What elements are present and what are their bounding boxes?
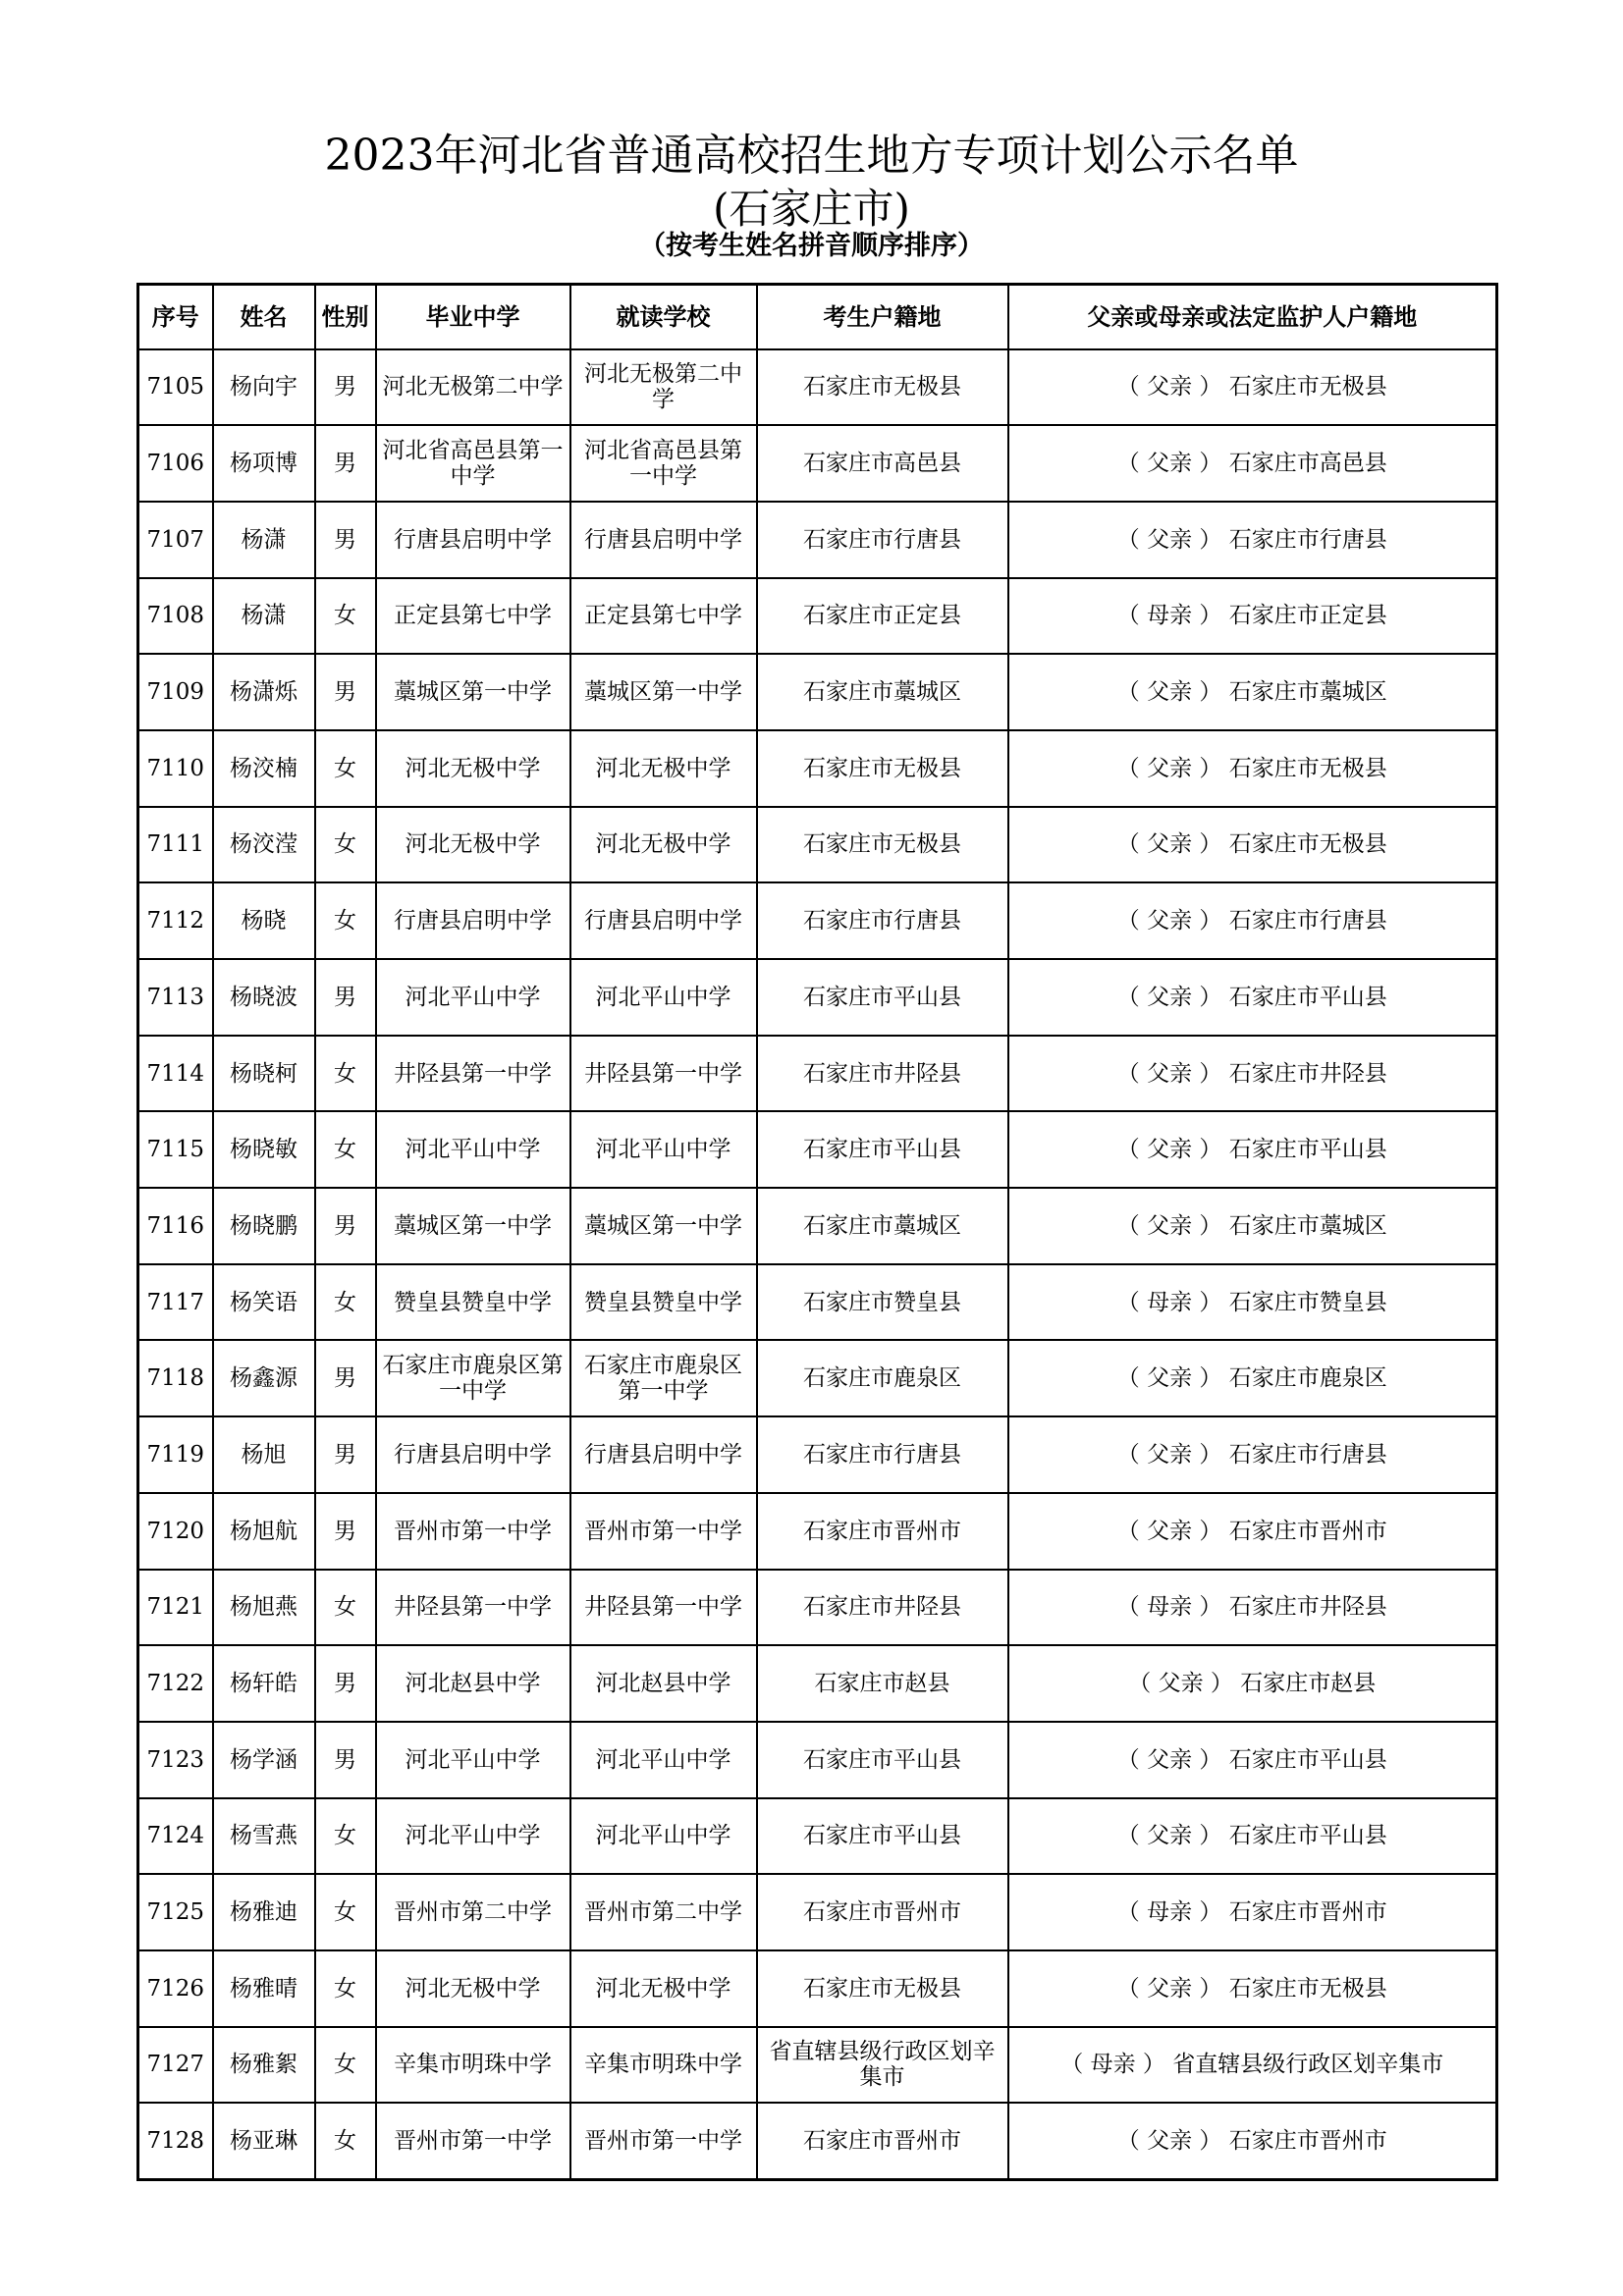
cell-current-school: 井陉县第一中学 (570, 1570, 757, 1646)
cell-household: 省直辖县级行政区划辛集市 (757, 2027, 1008, 2104)
table-row (138, 1188, 1497, 1264)
table-row (138, 1645, 1497, 1722)
cell-index: 7106 (138, 425, 213, 502)
cell-current-school: 行唐县启明中学 (570, 882, 757, 959)
cell-index: 7128 (138, 2103, 213, 2179)
cell-current-school: 河北平山中学 (570, 1798, 757, 1875)
cell-index: 7121 (138, 1570, 213, 1646)
cell-current-school: 晋州市第一中学 (570, 1493, 757, 1570)
cell-gender: 男 (315, 1722, 376, 1798)
cell-name: 杨晓敏 (213, 1111, 315, 1188)
table-row (138, 654, 1497, 730)
cell-current-school: 辛集市明珠中学 (570, 2027, 757, 2104)
cell-household: 石家庄市井陉县 (757, 1036, 1008, 1112)
cell-graduate-school: 河北平山中学 (376, 1111, 570, 1188)
cell-graduate-school: 行唐县启明中学 (376, 1416, 570, 1493)
cell-household: 石家庄市晋州市 (757, 1874, 1008, 1950)
table-row (138, 1798, 1497, 1875)
cell-name: 杨雅晴 (213, 1950, 315, 2027)
cell-name: 杨潇 (213, 578, 315, 655)
cell-household: 石家庄市正定县 (757, 578, 1008, 655)
cell-gender: 男 (315, 959, 376, 1036)
cell-guardian-household: （ 母亲 ） 石家庄市正定县 (1008, 578, 1497, 655)
cell-index: 7124 (138, 1798, 213, 1875)
cell-current-school: 河北赵县中学 (570, 1645, 757, 1722)
cell-name: 杨雅迪 (213, 1874, 315, 1950)
cell-household: 石家庄市行唐县 (757, 502, 1008, 578)
cell-household: 石家庄市晋州市 (757, 1493, 1008, 1570)
cell-guardian-household: （ 母亲 ） 石家庄市晋州市 (1008, 1874, 1497, 1950)
cell-household: 石家庄市鹿泉区 (757, 1340, 1008, 1416)
cell-current-school: 河北平山中学 (570, 1111, 757, 1188)
cell-graduate-school: 赞皇县赞皇中学 (376, 1264, 570, 1341)
cell-current-school: 河北无极中学 (570, 730, 757, 807)
col-header-household: 考生户籍地 (757, 285, 1008, 349)
col-header-guardian-household: 父亲或母亲或法定监护人户籍地 (1008, 285, 1497, 349)
table-row (138, 1874, 1497, 1950)
cell-graduate-school: 河北无极第二中学 (376, 349, 570, 426)
cell-graduate-school: 晋州市第一中学 (376, 2103, 570, 2179)
cell-current-school: 晋州市第二中学 (570, 1874, 757, 1950)
table-row (138, 1264, 1497, 1341)
cell-name: 杨向宇 (213, 349, 315, 426)
cell-guardian-household: （ 父亲 ） 石家庄市平山县 (1008, 1798, 1497, 1875)
cell-current-school: 正定县第七中学 (570, 578, 757, 655)
cell-graduate-school: 井陉县第一中学 (376, 1570, 570, 1646)
cell-current-school: 河北省高邑县第一中学 (570, 425, 757, 502)
cell-name: 杨雅絮 (213, 2027, 315, 2104)
cell-gender: 女 (315, 2027, 376, 2104)
cell-index: 7113 (138, 959, 213, 1036)
table-row (138, 1416, 1497, 1493)
cell-gender: 女 (315, 1036, 376, 1112)
col-header-gender: 性别 (315, 285, 376, 349)
table-row (138, 2027, 1497, 2104)
cell-graduate-school: 晋州市第二中学 (376, 1874, 570, 1950)
roster-table (136, 283, 1498, 2181)
cell-current-school: 晋州市第一中学 (570, 2103, 757, 2179)
cell-current-school: 行唐县启明中学 (570, 1416, 757, 1493)
cell-index: 7123 (138, 1722, 213, 1798)
table-row (138, 1111, 1497, 1188)
cell-current-school: 赞皇县赞皇中学 (570, 1264, 757, 1341)
cell-graduate-school: 正定县第七中学 (376, 578, 570, 655)
cell-index: 7117 (138, 1264, 213, 1341)
table-row (138, 882, 1497, 959)
col-header-current-school: 就读学校 (570, 285, 757, 349)
cell-current-school: 河北无极中学 (570, 807, 757, 883)
cell-guardian-household: （ 父亲 ） 石家庄市藁城区 (1008, 654, 1497, 730)
cell-current-school: 藁城区第一中学 (570, 1188, 757, 1264)
cell-graduate-school: 行唐县启明中学 (376, 882, 570, 959)
cell-name: 杨亚琳 (213, 2103, 315, 2179)
table-row (138, 578, 1497, 655)
cell-graduate-school: 河北平山中学 (376, 1798, 570, 1875)
cell-gender: 女 (315, 882, 376, 959)
cell-index: 7107 (138, 502, 213, 578)
cell-index: 7118 (138, 1340, 213, 1416)
cell-guardian-household: （ 父亲 ） 石家庄市平山县 (1008, 959, 1497, 1036)
cell-guardian-household: （ 父亲 ） 石家庄市鹿泉区 (1008, 1340, 1497, 1416)
cell-graduate-school: 河北省高邑县第一中学 (376, 425, 570, 502)
table-row (138, 1340, 1497, 1416)
cell-guardian-household: （ 父亲 ） 石家庄市平山县 (1008, 1722, 1497, 1798)
cell-guardian-household: （ 母亲 ） 石家庄市井陉县 (1008, 1570, 1497, 1646)
col-header-index: 序号 (138, 285, 213, 349)
cell-household: 石家庄市藁城区 (757, 654, 1008, 730)
cell-guardian-household: （ 父亲 ） 石家庄市行唐县 (1008, 882, 1497, 959)
cell-gender: 男 (315, 654, 376, 730)
cell-name: 杨潇 (213, 502, 315, 578)
table-row (138, 425, 1497, 502)
cell-name: 杨轩皓 (213, 1645, 315, 1722)
cell-index: 7105 (138, 349, 213, 426)
cell-index: 7119 (138, 1416, 213, 1493)
cell-household: 石家庄市晋州市 (757, 2103, 1008, 2179)
sort-note: （按考生姓名拼音顺序排序） (639, 231, 984, 261)
cell-guardian-household: （ 母亲 ） 省直辖县级行政区划辛集市 (1008, 2027, 1497, 2104)
cell-gender: 女 (315, 730, 376, 807)
cell-name: 杨晓柯 (213, 1036, 315, 1112)
cell-current-school: 河北无极第二中学 (570, 349, 757, 426)
cell-current-school: 河北无极中学 (570, 1950, 757, 2027)
table-row (138, 959, 1497, 1036)
cell-household: 石家庄市平山县 (757, 1798, 1008, 1875)
cell-household: 石家庄市无极县 (757, 1950, 1008, 2027)
cell-index: 7122 (138, 1645, 213, 1722)
cell-graduate-school: 石家庄市鹿泉区第一中学 (376, 1340, 570, 1416)
cell-graduate-school: 河北无极中学 (376, 1950, 570, 2027)
cell-gender: 男 (315, 1416, 376, 1493)
cell-index: 7115 (138, 1111, 213, 1188)
cell-household: 石家庄市行唐县 (757, 882, 1008, 959)
table-row (138, 1493, 1497, 1570)
cell-current-school: 行唐县启明中学 (570, 502, 757, 578)
cell-gender: 男 (315, 1340, 376, 1416)
cell-household: 石家庄市无极县 (757, 807, 1008, 883)
cell-gender: 女 (315, 2103, 376, 2179)
table-row (138, 502, 1497, 578)
cell-graduate-school: 河北赵县中学 (376, 1645, 570, 1722)
table-row (138, 807, 1497, 883)
cell-guardian-household: （ 父亲 ） 石家庄市无极县 (1008, 1950, 1497, 2027)
cell-name: 杨旭燕 (213, 1570, 315, 1646)
cell-name: 杨旭 (213, 1416, 315, 1493)
cell-name: 杨晓 (213, 882, 315, 959)
cell-index: 7116 (138, 1188, 213, 1264)
cell-name: 杨旭航 (213, 1493, 315, 1570)
table-row (138, 1570, 1497, 1646)
cell-index: 7110 (138, 730, 213, 807)
cell-gender: 女 (315, 1111, 376, 1188)
cell-graduate-school: 辛集市明珠中学 (376, 2027, 570, 2104)
cell-name: 杨项博 (213, 425, 315, 502)
cell-gender: 女 (315, 1264, 376, 1341)
cell-gender: 男 (315, 425, 376, 502)
cell-graduate-school: 晋州市第一中学 (376, 1493, 570, 1570)
cell-graduate-school: 河北平山中学 (376, 1722, 570, 1798)
cell-gender: 女 (315, 807, 376, 883)
cell-gender: 男 (315, 1493, 376, 1570)
cell-gender: 男 (315, 1645, 376, 1722)
cell-current-school: 石家庄市鹿泉区第一中学 (570, 1340, 757, 1416)
cell-gender: 男 (315, 349, 376, 426)
cell-guardian-household: （ 父亲 ） 石家庄市无极县 (1008, 349, 1497, 426)
cell-current-school: 河北平山中学 (570, 959, 757, 1036)
cell-name: 杨雪燕 (213, 1798, 315, 1875)
cell-gender: 女 (315, 1950, 376, 2027)
cell-graduate-school: 行唐县启明中学 (376, 502, 570, 578)
cell-gender: 女 (315, 1874, 376, 1950)
cell-household: 石家庄市平山县 (757, 1722, 1008, 1798)
cell-name: 杨洨滢 (213, 807, 315, 883)
cell-guardian-household: （ 父亲 ） 石家庄市高邑县 (1008, 425, 1497, 502)
cell-household: 石家庄市平山县 (757, 959, 1008, 1036)
cell-household: 石家庄市平山县 (757, 1111, 1008, 1188)
cell-index: 7109 (138, 654, 213, 730)
cell-name: 杨学涵 (213, 1722, 315, 1798)
cell-household: 石家庄市赞皇县 (757, 1264, 1008, 1341)
cell-gender: 女 (315, 578, 376, 655)
cell-name: 杨晓波 (213, 959, 315, 1036)
cell-guardian-household: （ 父亲 ） 石家庄市无极县 (1008, 807, 1497, 883)
cell-guardian-household: （ 父亲 ） 石家庄市晋州市 (1008, 2103, 1497, 2179)
cell-name: 杨鑫源 (213, 1340, 315, 1416)
cell-index: 7114 (138, 1036, 213, 1112)
cell-guardian-household: （ 父亲 ） 石家庄市赵县 (1008, 1645, 1497, 1722)
cell-household: 石家庄市高邑县 (757, 425, 1008, 502)
cell-index: 7120 (138, 1493, 213, 1570)
page-subtitle: (石家庄市) (713, 185, 910, 233)
cell-graduate-school: 藁城区第一中学 (376, 1188, 570, 1264)
cell-guardian-household: （ 父亲 ） 石家庄市行唐县 (1008, 1416, 1497, 1493)
cell-guardian-household: （ 父亲 ） 石家庄市井陉县 (1008, 1036, 1497, 1112)
cell-household: 石家庄市无极县 (757, 730, 1008, 807)
page-title: 2023年河北省普通高校招生地方专项计划公示名单 (324, 131, 1299, 181)
table-row (138, 1036, 1497, 1112)
cell-graduate-school: 河北平山中学 (376, 959, 570, 1036)
cell-index: 7111 (138, 807, 213, 883)
cell-index: 7126 (138, 1950, 213, 2027)
cell-household: 石家庄市井陉县 (757, 1570, 1008, 1646)
cell-gender: 男 (315, 1188, 376, 1264)
cell-graduate-school: 井陉县第一中学 (376, 1036, 570, 1112)
table-row (138, 730, 1497, 807)
cell-gender: 女 (315, 1570, 376, 1646)
cell-guardian-household: （ 父亲 ） 石家庄市行唐县 (1008, 502, 1497, 578)
cell-graduate-school: 河北无极中学 (376, 807, 570, 883)
cell-graduate-school: 河北无极中学 (376, 730, 570, 807)
table-row (138, 1950, 1497, 2027)
col-header-name: 姓名 (213, 285, 315, 349)
cell-guardian-household: （ 父亲 ） 石家庄市平山县 (1008, 1111, 1497, 1188)
cell-guardian-household: （ 父亲 ） 石家庄市晋州市 (1008, 1493, 1497, 1570)
table-row (138, 349, 1497, 426)
cell-current-school: 井陉县第一中学 (570, 1036, 757, 1112)
table-row (138, 1722, 1497, 1798)
cell-gender: 男 (315, 502, 376, 578)
cell-gender: 女 (315, 1798, 376, 1875)
cell-name: 杨晓鹏 (213, 1188, 315, 1264)
cell-graduate-school: 藁城区第一中学 (376, 654, 570, 730)
cell-household: 石家庄市藁城区 (757, 1188, 1008, 1264)
cell-name: 杨潇烁 (213, 654, 315, 730)
cell-index: 7108 (138, 578, 213, 655)
col-header-graduate-school: 毕业中学 (376, 285, 570, 349)
cell-name: 杨笑语 (213, 1264, 315, 1341)
cell-household: 石家庄市无极县 (757, 349, 1008, 426)
cell-current-school: 藁城区第一中学 (570, 654, 757, 730)
cell-household: 石家庄市赵县 (757, 1645, 1008, 1722)
cell-current-school: 河北平山中学 (570, 1722, 757, 1798)
cell-household: 石家庄市行唐县 (757, 1416, 1008, 1493)
cell-name: 杨洨楠 (213, 730, 315, 807)
cell-index: 7112 (138, 882, 213, 959)
cell-index: 7127 (138, 2027, 213, 2104)
cell-guardian-household: （ 父亲 ） 石家庄市藁城区 (1008, 1188, 1497, 1264)
table-header-row (138, 285, 1497, 349)
cell-index: 7125 (138, 1874, 213, 1950)
table-row (138, 2103, 1497, 2179)
cell-guardian-household: （ 母亲 ） 石家庄市赞皇县 (1008, 1264, 1497, 1341)
cell-guardian-household: （ 父亲 ） 石家庄市无极县 (1008, 730, 1497, 807)
